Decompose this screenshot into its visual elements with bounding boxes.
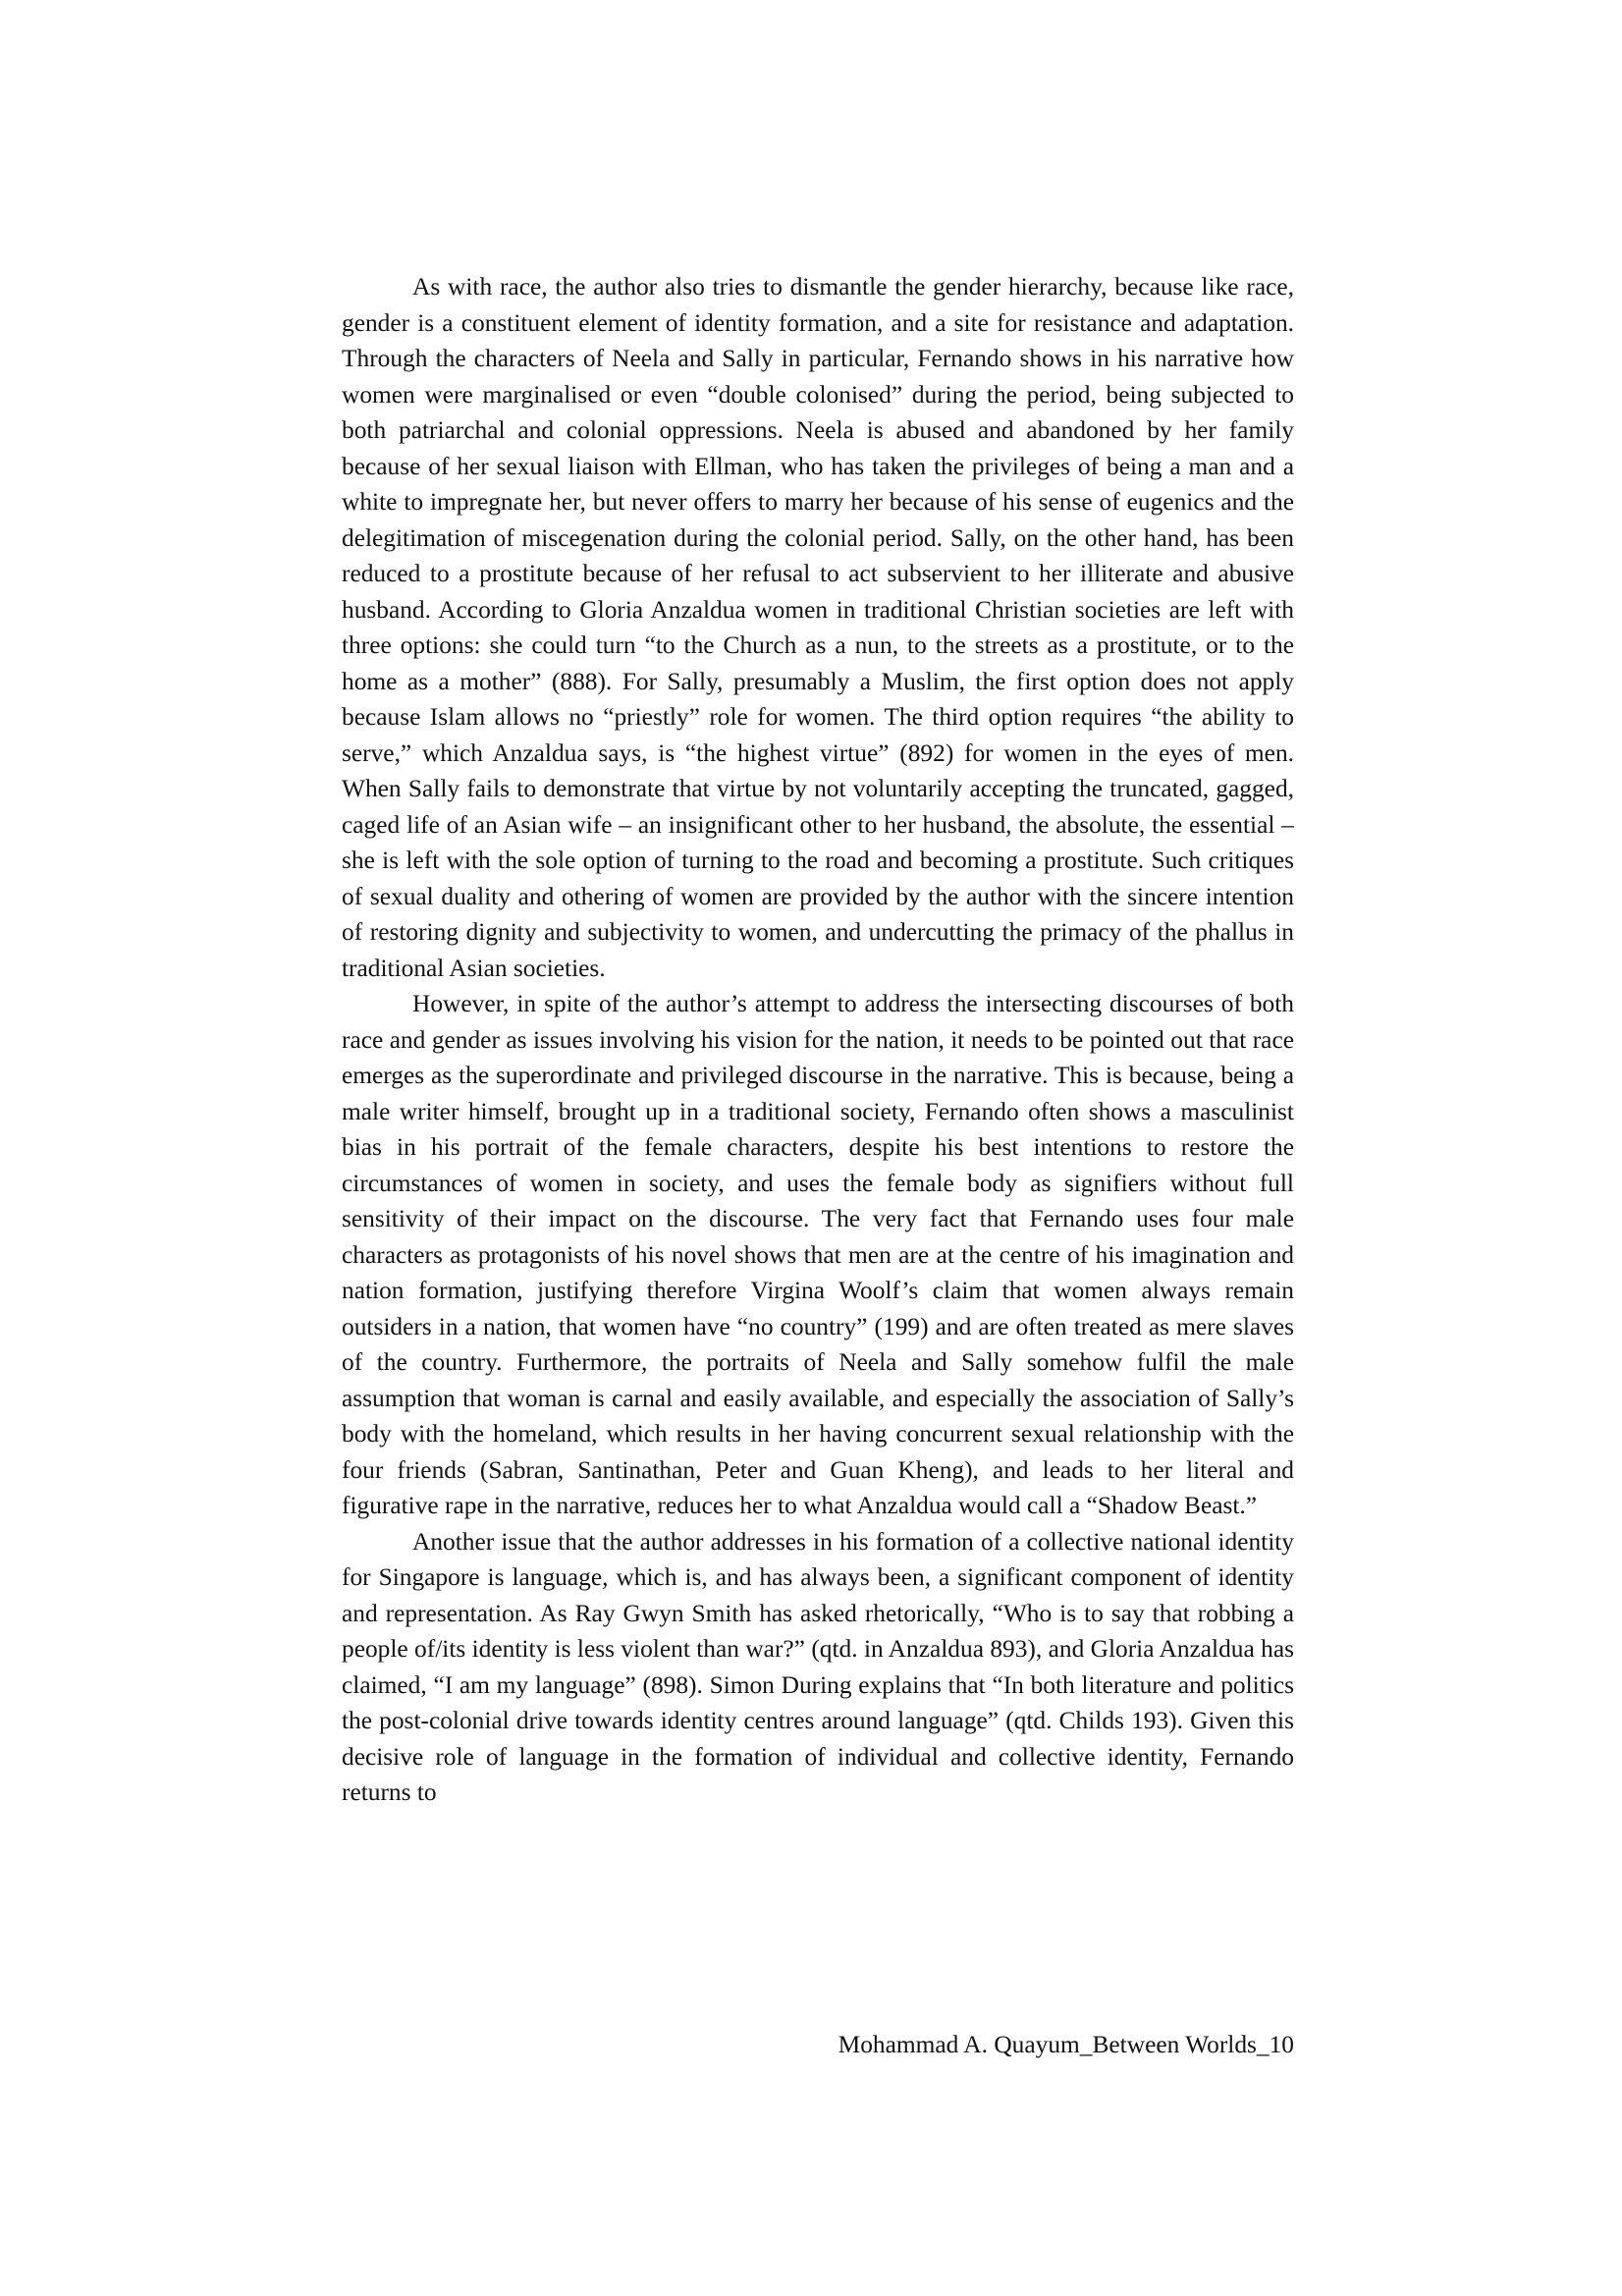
paragraph-3: Another issue that the author addresses in his formation of a collective national identity for Singapore is language, which is, and has always been, a significant component of identity and representation. As Ray Gwyn Smith has asked rhetorically, “Who is to say that robbing a people of/its identity is less violent than war?” (qtd. in Anzaldua 893), and Gloria Anzaldua has claimed, “I am my language” (898). Simon During explains that “In both literature and politics the post-colonial drive towards identity centres around language” (qtd. Childs 193). Given this decisive role of language in the formation of individual and collective identity, Fernando returns to xyxy=(342,1527,1294,1806)
body-text xyxy=(342,269,1294,1811)
running-footer: Mohammad A. Quayum_Between Worlds_10 xyxy=(838,2031,1294,2058)
paragraph-2: However, in spite of the author’s attempt to address the intersecting discourses of both race and gender as issues involving his vision for the nation, it needs to be pointed out that race emerges as the superordinate and privileged discourse in the narrative. This is because, being a male writer himself, brought up in a traditional society, Fernando often shows a masculinist bias in his portrait of the female characters, despite his best intentions to restore the circumstances of women in society, and uses the female body as signifiers without full sensitivity of their impact on the discourse. The very fact that Fernando uses four male characters as protagonists of his novel shows that men are at the centre of his imagination and nation formation, justifying therefore Virgina Woolf’s claim that women always remain outsiders in a nation, that women have “no country” (199) and are often treated as mere slaves of the country. Furthermore, the portraits of Neela and Sally somehow fulfil the male assumption that woman is carnal and easily available, and especially the association of Sally’s body with the homeland, which results in her having concurrent sexual relationship with the four friends (Sabran, Santinathan, Peter and Guan Kheng), and leads to her literal and figurative rape in the narrative, reduces her to what Anzaldua would call a “Shadow Beast.” xyxy=(342,990,1294,1519)
paragraph-1: As with race, the author also tries to dismantle the gender hierarchy, because like race, gender is a constituent element of identity formation, and a site for resistance and adaptation. Through the characters of Neela and Sally in particular, Fernando shows in his narrative how women were marginalised or even “double colonised” during the period, being subjected to both patriarchal and colonial oppressions. Neela is abused and abandoned by her family because of her sexual liaison with Ellman, who has taken the privileges of being a man and a white to impregnate her, but never offers to marry her because of his sense of eugenics and the delegitimation of miscegenation during the colonial period. Sally, on the other hand, has been reduced to a prostitute because of her refusal to act subservient to her illiterate and abusive husband. According to Gloria Anzaldua women in traditional Christian societies are left with three options: she could turn “to the Church as a nun, to the streets as a prostitute, or to the home as a mother” (888). For Sally, presumably a Muslim, the first option does not apply because Islam allows no “priestly” role for women. The third option requires “the ability to serve,” which Anzaldua says, is “the highest virtue” (892) for women in the eyes of men. When Sally fails to demonstrate that virtue by not voluntarily accepting the truncated, gagged, caged life of an Asian wife – an insignificant other to her husband, the absolute, the essential – she is left with the sole option of turning to the road and becoming a prostitute. Such critiques of sexual duality and othering of women are provided by the author with the sincere intention of restoring dignity and subjectivity to women, and undercutting the primacy of the phallus in traditional Asian societies. xyxy=(342,273,1294,982)
